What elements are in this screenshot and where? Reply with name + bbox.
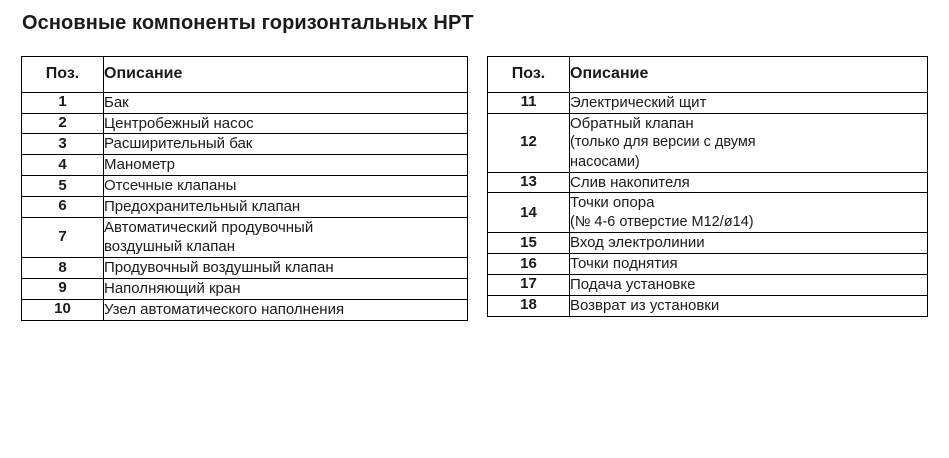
row-pos: 16 — [488, 254, 570, 275]
left-components-table — [21, 56, 468, 321]
row-pos: 1 — [22, 92, 104, 113]
row-description-line1: Расширительный бак — [104, 135, 253, 153]
row-pos: 6 — [22, 196, 104, 217]
table-row — [22, 155, 468, 176]
header-description: Описание — [570, 57, 928, 93]
row-description — [570, 295, 928, 316]
row-description-line1: Слив накопителя — [570, 173, 690, 191]
row-description-line1: Манометр — [104, 156, 176, 174]
header-description: Описание — [104, 57, 468, 93]
table-row — [22, 278, 468, 299]
table-row — [488, 193, 928, 233]
page-title: Основные компоненты горизонтальных HPT — [22, 12, 474, 34]
row-description — [570, 274, 928, 295]
table-row — [488, 92, 928, 113]
row-pos: 10 — [22, 299, 104, 320]
row-description — [570, 233, 928, 254]
row-description-line1: Наполняющий кран — [104, 279, 241, 297]
row-description-line1: Бак — [104, 93, 129, 111]
row-description-line3: насосами) — [570, 153, 640, 170]
row-description-line1: Подача установке — [570, 275, 696, 293]
row-description — [104, 134, 468, 155]
row-description — [570, 172, 928, 193]
row-description — [570, 92, 928, 113]
row-pos: 14 — [488, 193, 570, 233]
row-pos: 13 — [488, 172, 570, 193]
row-description-line2: воздушный клапан — [104, 238, 235, 256]
row-description — [104, 92, 468, 113]
row-pos: 4 — [22, 155, 104, 176]
row-description-line1: Электрический щит — [570, 93, 707, 111]
table-row — [488, 172, 928, 193]
table-row — [488, 113, 928, 172]
table-row — [22, 134, 468, 155]
table-row — [488, 233, 928, 254]
row-description-line1: Точки опора — [570, 194, 655, 212]
row-description — [104, 155, 468, 176]
row-description-line2: (только для версии с двумя — [570, 134, 756, 151]
row-description — [570, 254, 928, 275]
row-description-line1: Обратный клапан — [570, 114, 694, 132]
row-pos: 18 — [488, 295, 570, 316]
table-header-row — [22, 57, 468, 93]
row-description — [104, 258, 468, 279]
row-description-line1: Вход электролинии — [570, 234, 705, 252]
row-pos: 7 — [22, 217, 104, 258]
table-row — [22, 217, 468, 258]
row-description-line1: Продувочный воздушный клапан — [104, 259, 334, 277]
row-description-line1: Отсечные клапаны — [104, 176, 237, 194]
row-description-line1: Точки поднятия — [570, 255, 678, 273]
row-pos: 8 — [22, 258, 104, 279]
row-description — [104, 278, 468, 299]
row-pos: 15 — [488, 233, 570, 254]
row-pos: 5 — [22, 175, 104, 196]
header-pos: Поз. — [488, 57, 570, 93]
table-row — [22, 175, 468, 196]
row-description — [104, 299, 468, 320]
header-pos: Поз. — [22, 57, 104, 93]
row-description-line1: Центробежный насос — [104, 114, 254, 132]
table-row — [22, 113, 468, 134]
row-description — [104, 113, 468, 134]
table-row — [22, 196, 468, 217]
table-row — [22, 92, 468, 113]
row-pos: 17 — [488, 274, 570, 295]
row-description — [570, 113, 928, 172]
row-description — [104, 175, 468, 196]
row-pos: 3 — [22, 134, 104, 155]
row-description-line1: Предохранительный клапан — [104, 197, 301, 215]
row-pos: 9 — [22, 278, 104, 299]
table-row — [488, 254, 928, 275]
row-description — [104, 217, 468, 258]
row-pos: 11 — [488, 92, 570, 113]
table-row — [22, 299, 468, 320]
row-description-line1: Автоматический продувочный — [104, 218, 314, 236]
right-components-table — [487, 56, 928, 317]
table-header-row — [488, 57, 928, 93]
table-row — [22, 258, 468, 279]
row-description-line2: (№ 4-6 отверстие М12/ø14) — [570, 214, 754, 231]
table-row — [488, 274, 928, 295]
row-pos: 2 — [22, 113, 104, 134]
row-description — [104, 196, 468, 217]
row-pos: 12 — [488, 113, 570, 172]
row-description — [570, 193, 928, 233]
row-description-line1: Узел автоматического наполнения — [104, 300, 345, 318]
row-description-line1: Возврат из установки — [570, 296, 720, 314]
table-row — [488, 295, 928, 316]
